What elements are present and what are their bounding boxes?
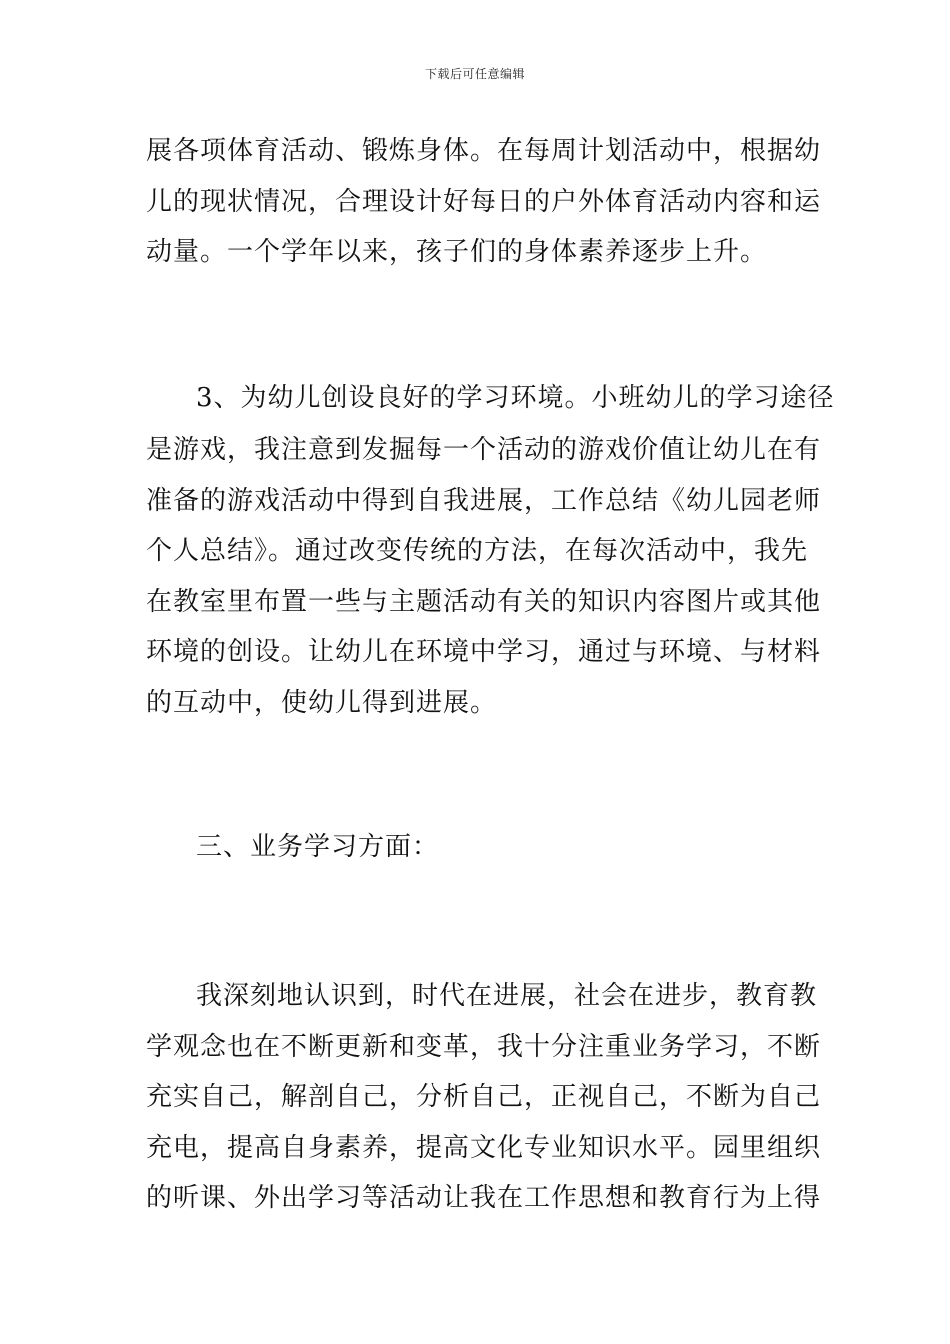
text-line: 动量。一个学年以来，孩子们的身体素养逐步上升。 — [146, 237, 768, 267]
text-line: 展各项体育活动、锻炼身体。在每周计划活动中，根据幼 — [146, 136, 822, 166]
section-heading: 三、业务学习方面： — [196, 832, 440, 862]
text-line: 儿的现状情况，合理设计好每日的户外体育活动内容和运 — [146, 187, 822, 217]
text-line: 个人总结》。通过改变传统的方法，在每次活动中，我先 — [146, 536, 809, 566]
text-line: 充电，提高自身素养，提高文化专业知识水平。园里组织 — [146, 1133, 822, 1163]
text-line: 的听课、外出学习等活动让我在工作思想和教育行为上得 — [146, 1183, 822, 1213]
text-line: 学观念也在不断更新和变革，我十分注重业务学习，不断 — [146, 1032, 822, 1062]
text-line: 在教室里布置一些与主题活动有关的知识内容图片或其他 — [146, 587, 822, 617]
text-line: 的互动中，使幼儿得到进展。 — [146, 688, 498, 718]
text-line: 我深刻地认识到，时代在进展，社会在进步，教育教 — [196, 981, 818, 1011]
text-line: 充实自己，解剖自己，分析自己，正视自己，不断为自己 — [146, 1082, 822, 1112]
text-line: 是游戏，我注意到发掘每一个活动的游戏价值让幼儿在有 — [146, 435, 822, 465]
text-line: 3、为幼儿创设良好的学习环境。小班幼儿的学习途径 — [196, 383, 835, 413]
text-line: 环境的创设。让幼儿在环境中学习，通过与环境、与材料 — [146, 637, 822, 667]
page-header-note: 下载后可任意编辑 — [424, 67, 525, 81]
text-line: 准备的游戏活动中得到自我进展，工作总结《幼儿园老师 — [146, 486, 822, 516]
